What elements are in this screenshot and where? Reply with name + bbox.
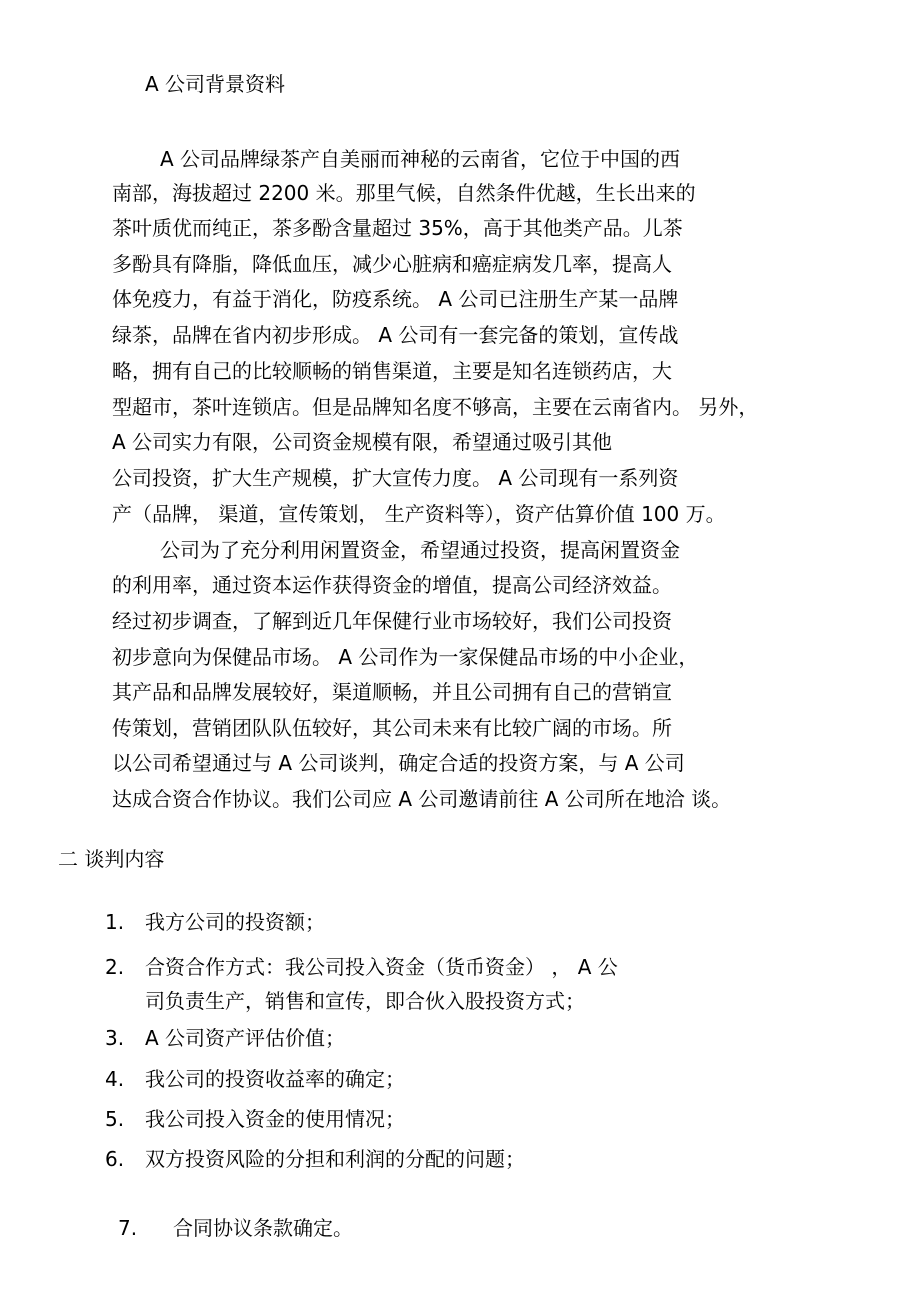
paragraph-2-line: 传策划，营销团队队伍较好，其公司未来有比较广阔的市场。所 — [112, 716, 672, 740]
paragraph-1-line: 绿茶，品牌在省内初步形成。 A 公司有一套完备的策划，宣传战 — [112, 323, 679, 347]
list-item-text: 我公司的投资收益率的确定； — [145, 1067, 405, 1091]
paragraph-1-line: A 公司品牌绿茶产自美丽而神秘的云南省，它位于中国的西 — [160, 147, 681, 171]
list-item-number: 5. — [105, 1107, 125, 1131]
list-item-number: 7. — [118, 1216, 138, 1240]
paragraph-1-line: 南部，海拔超过 2200 米。那里气候，自然条件优越，生长出来的 — [112, 181, 696, 205]
list-item-number: 1. — [105, 910, 125, 934]
paragraph-2-line: 其产品和品牌发展较好，渠道顺畅，并且公司拥有自己的营销宣 — [112, 680, 672, 704]
list-item-text: 双方投资风险的分担和利润的分配的问题； — [145, 1147, 525, 1171]
paragraph-1-line: 多酚具有降脂，降低血压，减少心脏病和癌症病发几率，提高人 — [112, 252, 672, 276]
paragraph-2-line: 经过初步调查，了解到近几年保健行业市场较好，我们公司投资 — [112, 609, 672, 633]
list-item-text: 合资合作方式：我公司投入资金（货币资金） ， A 公 — [145, 955, 618, 979]
paragraph-2-line: 公司为了充分利用闲置资金，希望通过投资，提高闲置资金 — [160, 538, 680, 562]
paragraph-2-line: 以公司希望通过与 A 公司谈判，确定合适的投资方案，与 A 公司 — [112, 751, 685, 775]
paragraph-2-line: 达成合资合作协议。我们公司应 A 公司邀请前往 A 公司所在地洽 谈。 — [112, 787, 732, 811]
list-item-text: 我方公司的投资额； — [145, 910, 325, 934]
list-item-text: 我公司投入资金的使用情况； — [145, 1107, 405, 1131]
list-item-number: 6. — [105, 1147, 125, 1171]
list-item-text: 合同协议条款确定。 — [173, 1216, 353, 1240]
paragraph-1-line: 产（品牌， 渠道，宣传策划， 生产资料等），资产估算价值 100 万。 — [112, 502, 726, 526]
paragraph-1-line: 型超市，茶叶连锁店。但是品牌知名度不够高，主要在云南省内。 另外， — [112, 395, 759, 419]
list-item-number: 3. — [105, 1026, 125, 1050]
list-item-text-continued: 司负责生产，销售和宣传，即合伙入股投资方式； — [145, 989, 585, 1013]
section-heading: 二 谈判内容 — [58, 847, 165, 871]
paragraph-2-line: 初步意向为保健品市场。 A 公司作为一家保健品市场的中小企业， — [112, 645, 699, 669]
paragraph-2-line: 的利用率，通过资本运作获得资金的增值，提高公司经济效益。 — [112, 573, 672, 597]
paragraph-1-line: 体免疫力，有益于消化，防疫系统。 A 公司已注册生产某一品牌 — [112, 287, 679, 311]
page-title: A 公司背景资料 — [145, 72, 286, 96]
list-item-number: 2. — [105, 955, 125, 979]
paragraph-1-line: A 公司实力有限，公司资金规模有限，希望通过吸引其他 — [112, 430, 613, 454]
paragraph-1-line: 公司投资，扩大生产规模，扩大宣传力度。 A 公司现有一系列资 — [112, 466, 679, 490]
list-item-text: A 公司资产评估价值； — [145, 1026, 346, 1050]
paragraph-1-line: 略，拥有自己的比较顺畅的销售渠道，主要是知名连锁药店，大 — [112, 359, 672, 383]
list-item-number: 4. — [105, 1067, 125, 1091]
paragraph-1-line: 茶叶质优而纯正，茶多酚含量超过 35%，高于其他类产品。儿茶 — [112, 216, 683, 240]
